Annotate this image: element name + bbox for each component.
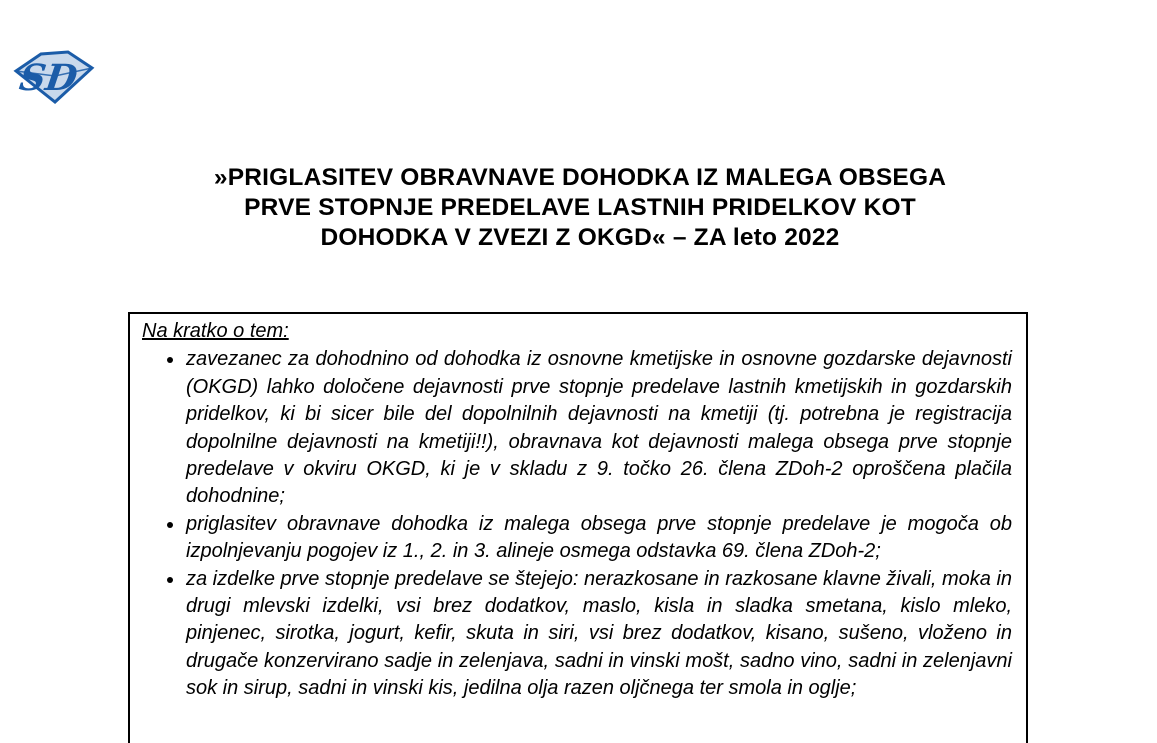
title-line-3: DOHODKA V ZVEZI Z OKGD« – ZA leto 2022 (320, 224, 840, 251)
summary-box-heading: Na kratko o tem: (142, 320, 289, 342)
logo-letters: SD (16, 56, 81, 99)
title-line-2: PRVE STOPNJE PREDELAVE LASTNIH PRIDELKOV KOT (244, 194, 916, 221)
sd-logo (10, 48, 98, 108)
summary-box (128, 312, 1028, 743)
bullet-item-okgd-exemption: • zavezanec za dohodnino od dohodka iz osnovne kmetijske in osnovne gozdarske dejavnosti (OKGD) lahko določene dejavnosti prve stopnje predelave lastnih kmetijskih in gozdarskih pridelkov, ki bi sicer bile del dopolnilnih dejavnosti na kmetiji (tj. potrebna je registracija dopolnilne dejavnosti na kmetiji!!), obravnava kot dejavnosti malega obsega prve stopnje predelave v okviru OKGD, ki je v skladu z 9. točko 26. člena ZDoh-2 oproščena plačila dohodnine; (185, 346, 1012, 510)
bullet-item-first-stage-products: • za izdelke prve stopnje predelave se štejejo: nerazkosane in razkosane klavne živali, moka in drugi mlevski izdelki, vsi brez dodatkov, maslo, kisla in sladka smetana, kislo mleko, pinjenec, sirotka, jogurt, kefir, skuta in siri, vsi brez dodatkov, kisano, sušeno, vloženo in drugače konzervirano sadje in zelenjava, sadni in vinski mošt, sadno vino, sadni in zelenjavni sok in sirup, sadni in vinski kis, jedilna olja razen oljčnega ter smola in oglje; (185, 566, 1012, 703)
title-line-1: »PRIGLASITEV OBRAVNAVE DOHODKA IZ MALEGA OBSEGA (213, 164, 947, 191)
sd-diamond-logo-graphic (10, 48, 98, 108)
summary-bullet-list (142, 346, 1012, 702)
bullet-item-priglasitev-conditions: • priglasitev obravnave dohodka iz malega obsega prve stopnje predelave je mogoča ob izpolnjevanju pogojev iz 1., 2. in 3. alineje osmega odstavka 69. člena ZDoh-2; (185, 511, 1012, 566)
document-title (128, 163, 1032, 253)
